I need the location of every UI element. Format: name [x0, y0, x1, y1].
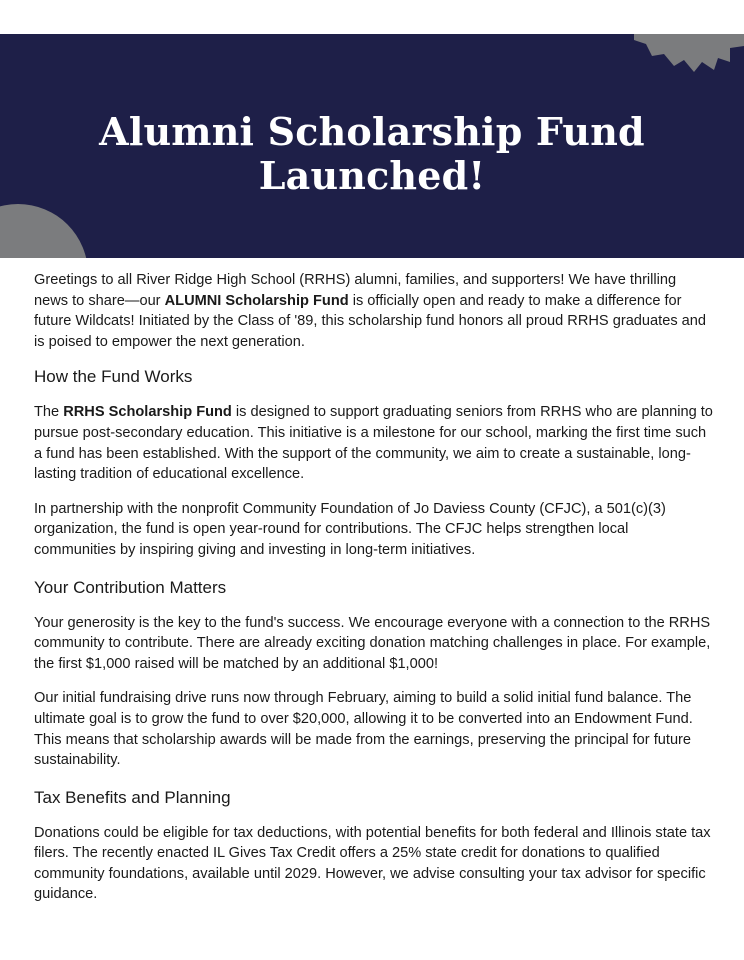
fund-paragraph-1 [34, 402, 714, 484]
fund-paragraph-2: In partnership with the nonprofit Community Foundation of Jo Daviess County (CFJC), a 501(c)(3) organization, the fund is open year-round for contributions. The CFJC helps strengthen local communities by inspiring giving and investing in long-term initiatives. [34, 500, 666, 558]
intro-paragraph [34, 270, 714, 352]
contribution-paragraph-2: Our initial fundraising drive runs now through February, aiming to build a solid initial fund balance. The ultimate goal is to grow the fund to over $20,000, allowing it to be converted into an Endowment Fund. This means that scholarship awards will be made from the earnings, preserving the principal for future sustainability. [34, 690, 693, 769]
intro-bold: ALUMNI Scholarship Fund [164, 292, 349, 309]
starburst-decoration [634, 34, 744, 104]
fund-bold: RRHS Scholarship Fund [63, 404, 232, 421]
intro-text-1: Greetings to all River Ridge High School (RRHS) alumni, families, and supporters! We have thrilling news to share—our [34, 272, 677, 309]
circle-decoration [0, 204, 88, 258]
tax-paragraph: Donations could be eligible for tax deductions, with potential benefits for both federal and Illinois state tax filers. The recently enacted IL Gives Tax Credit offers a 25% state credit for donations to qualified community foundations, available until 2029. However, we advise consulting your tax advisor for specific guidance. [34, 824, 711, 903]
intro-text-2: is officially open and ready to make a difference for future Wildcats! Initiated by the Class of '89, this scholarship fund honors all proud RRHS graduates and is poised to empower the next generation. [34, 292, 707, 350]
header-banner [0, 34, 744, 258]
article-body [34, 270, 714, 919]
fund-text-pre: The [34, 404, 64, 421]
title-line-1: Alumni Scholarship Fund [99, 109, 645, 154]
top-margin [0, 0, 744, 34]
heading-contribution: Your Contribution Matters [34, 577, 227, 597]
fund-text-post: is designed to support graduating seniors from RRHS who are planning to pursue post-secondary education. This initiative is a milestone for our school, marking the first time such a fund has been established. With the support of the community, we aim to create a sustainable, long-lasting tradition of educational excellence. [34, 404, 713, 483]
contribution-paragraph-1: Your generosity is the key to the fund's success. We encourage everyone with a connection to the RRHS community to contribute. There are already exciting donation matching challenges in place. For example, the first $1,000 raised will be matched by an additional $1,000! [34, 614, 711, 672]
heading-fund: How the Fund Works [34, 367, 193, 387]
heading-tax: Tax Benefits and Planning [34, 787, 231, 807]
title-line-2: Launched! [258, 153, 486, 198]
page-title [0, 110, 744, 198]
